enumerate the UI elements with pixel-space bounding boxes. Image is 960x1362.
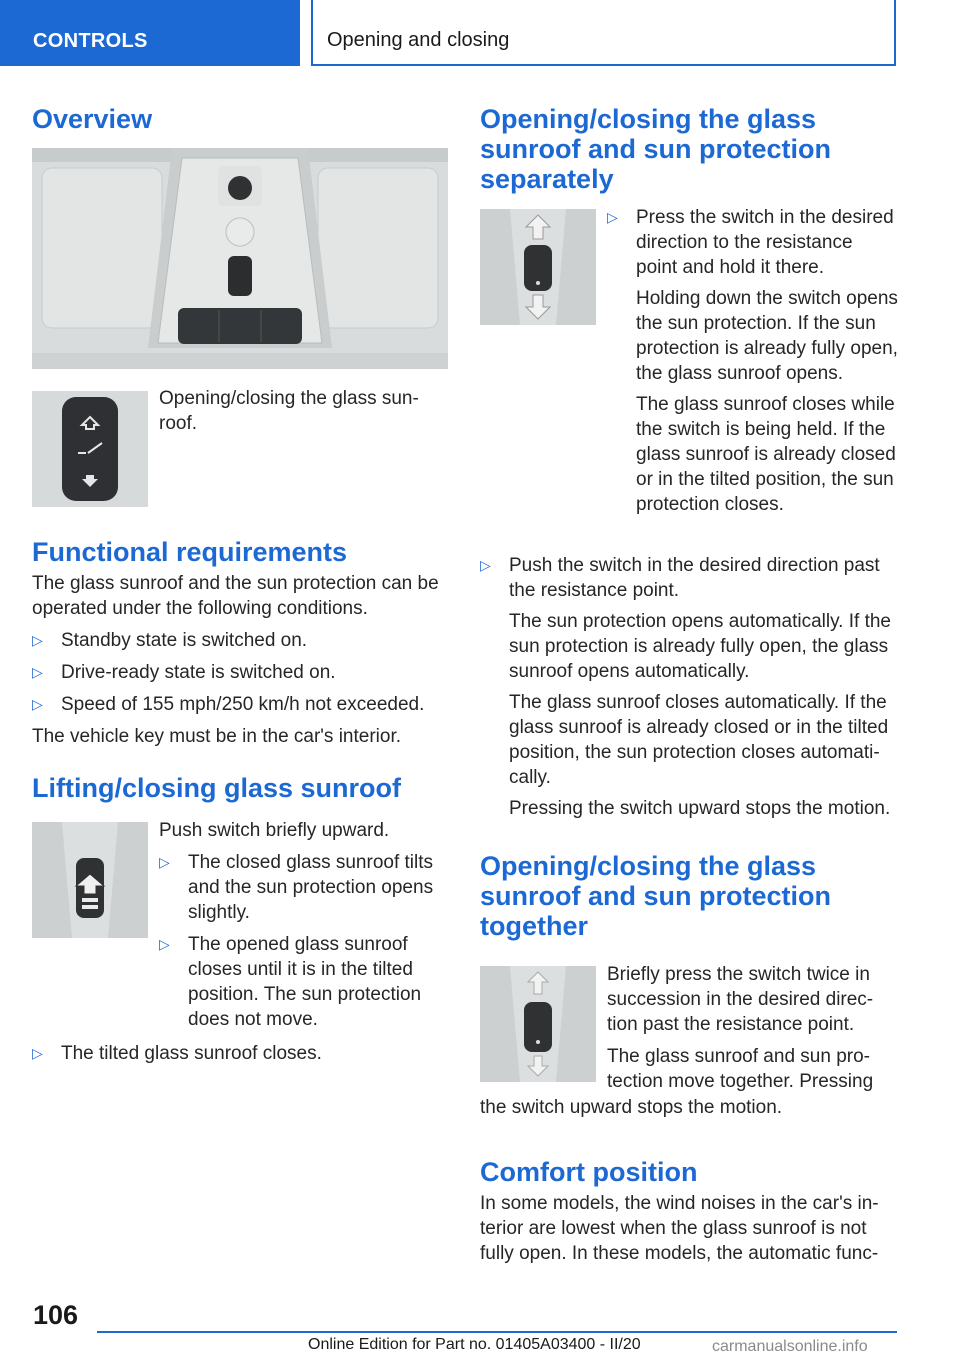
separately-list-b <box>480 553 898 941</box>
functional-heading: Functional requirements <box>32 537 348 567</box>
comfort-paragraph: In some models, the wind noises in the car's in- terior are lowest when the glass sunroof is not fully open. In these models, the automatic func- <box>480 1193 879 1264</box>
sunroof-switch-image <box>32 391 148 507</box>
left-column <box>32 100 448 134</box>
separately-list-a <box>607 205 898 524</box>
switch-caption: Opening/closing the glass sun- roof. <box>159 388 419 434</box>
list-item: ▷ Drive-ready state is switched on. <box>32 660 448 685</box>
lifting-section <box>159 818 449 1039</box>
chapter-title: Opening and closing <box>311 0 896 66</box>
together-text <box>607 962 898 1094</box>
separately-section <box>480 104 898 194</box>
list-item <box>607 205 898 517</box>
footer-rule <box>97 1331 897 1333</box>
watermark: carmanualsonline.info <box>712 1338 868 1355</box>
together-tail <box>480 1095 898 1266</box>
item-paragraph: The glass sunroof closes automatically. If the glass sunroof is already closed or in the tilted position, the sun protection closes automati- cally. <box>509 692 889 788</box>
roof-console-image <box>32 148 448 369</box>
together-p2: The glass sunroof and sun pro- tection move together. Pressing <box>607 1046 874 1092</box>
separately-heading: Opening/closing the glass sunroof and sun protection separately <box>480 104 831 194</box>
list-item: ▷ Standby state is switched on. <box>32 628 448 653</box>
comfort-heading: Comfort position <box>480 1157 698 1187</box>
list-item: ▷ The tilted glass sunroof closes. <box>32 1041 448 1066</box>
together-p1: Briefly press the switch twice in succession in the desired direc- tion past the resistance point. <box>607 964 874 1035</box>
functional-section <box>32 537 448 803</box>
item-paragraph: Holding down the switch opens the sun protection. If the sun protection is already fully open, the glass sunroof opens. <box>636 288 898 384</box>
page-number: 106 <box>33 1300 79 1330</box>
item-paragraph: The glass sunroof closes while the switch is being held. If the glass sunroof is already closed or in the tilted position, the sun protection closes. <box>636 394 896 515</box>
lifting-list-last <box>32 1041 448 1066</box>
together-p2-tail: the switch upward stops the motion. <box>480 1097 783 1118</box>
section-tab: CONTROLS <box>0 0 300 66</box>
lifting-switch-image <box>32 822 148 938</box>
together-switch-image <box>480 966 596 1082</box>
functional-outro: The vehicle key must be in the car's interior. <box>32 726 402 747</box>
list-item: ▷ The opened glass sunroof closes until it is in the tilted position. The sun protection does not move. <box>159 932 449 1032</box>
list-item: ▷ Speed of 155 mph/250 km/h not exceeded. <box>32 692 448 717</box>
item-paragraph: Pressing the switch upward stops the motion. <box>509 798 891 819</box>
lifting-intro: Push switch briefly upward. <box>159 820 390 841</box>
separately-switch-image <box>480 209 596 325</box>
item-paragraph: The sun protection opens automatically. If the sun protection is already fully open, the glass sunroof opens automatically. <box>509 611 891 682</box>
functional-intro: The glass sunroof and the sun protection can be operated under the following conditions. <box>32 573 439 619</box>
edition-text: Online Edition for Part no. 01405A03400 - II/20 <box>308 1336 641 1353</box>
together-heading: Opening/closing the glass sunroof and sun protection together <box>480 851 831 941</box>
lifting-heading: Lifting/closing glass sunroof <box>32 773 402 803</box>
item-text: Push the switch in the desired direction past the resistance point. <box>509 555 880 601</box>
functional-list <box>32 628 448 717</box>
overview-heading: Overview <box>32 104 153 134</box>
list-item <box>480 553 898 821</box>
item-text: Press the switch in the desired direction to the resistance point and hold it there. <box>636 207 894 278</box>
list-item: ▷ The closed glass sunroof tilts and the sun protection opens slightly. <box>159 850 449 925</box>
lifting-list <box>159 850 449 1032</box>
